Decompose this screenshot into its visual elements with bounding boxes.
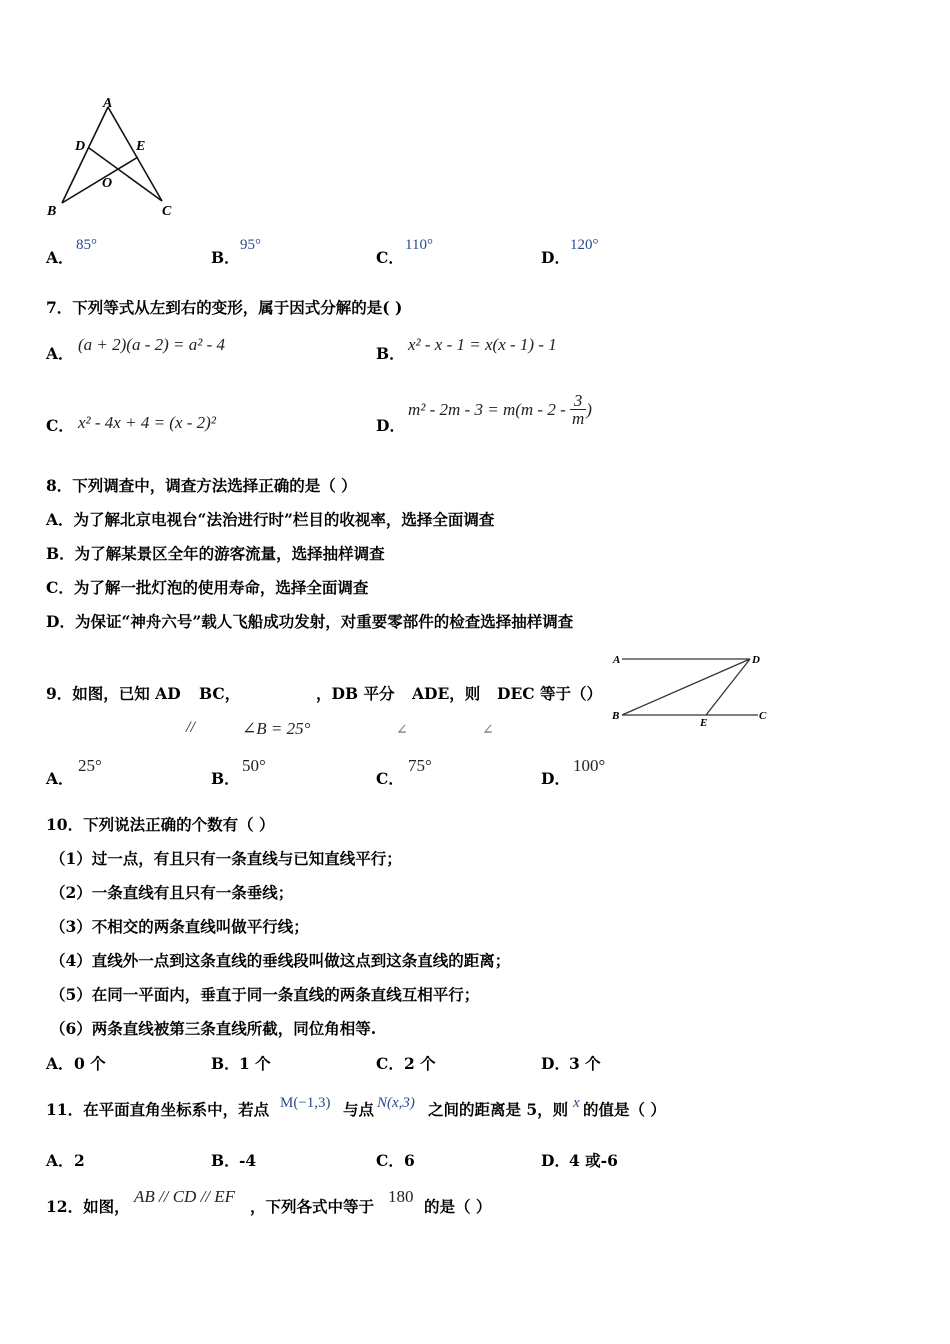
q9-stem-part-b: BC， [199, 684, 241, 703]
q8-stem: 8．下列调查中，调查方法选择正确的是（ ） [46, 476, 357, 495]
q9-option-c-label[interactable]: C． [376, 769, 404, 788]
q10-option-a-label[interactable]: A． [46, 1054, 74, 1073]
q9-stem-part-c: ，DB 平分 [316, 684, 395, 703]
q10-item-6: （6）两条直线被第三条直线所截，同位角相等. [50, 1019, 377, 1038]
q11-option-a-value: 2 [74, 1151, 85, 1170]
label-d: D [752, 654, 760, 666]
q9-option-d-label[interactable]: D． [541, 769, 570, 788]
q10-item-3: （3）不相交的两条直线叫做平行线； [50, 917, 309, 936]
q10-item-5: （5）在同一平面内，垂直于同一条直线的两条直线互相平行； [50, 985, 480, 1004]
q9-option-b-value: 50° [242, 756, 266, 775]
label-c: C [162, 204, 172, 219]
q6-option-c-value: 110° [405, 237, 433, 253]
q9-stem-part-e: DEC 等于（） [497, 684, 602, 703]
label-o: O [102, 176, 113, 191]
q10-option-b-label[interactable]: B． [211, 1054, 240, 1073]
q8-option-d[interactable]: D．为保证“神舟六号”载人飞船成功发射，对重要零部件的检查选择抽样调查 [46, 612, 574, 631]
q9-stem-part-d: ADE，则 [412, 684, 481, 703]
q12-value: 180 [388, 1187, 414, 1206]
q10-option-d-label[interactable]: D． [541, 1054, 570, 1073]
q7-option-d-left: m² - 2m - 3 = m(m - 2 - [408, 400, 570, 419]
q7-option-b-label[interactable]: B． [376, 344, 405, 363]
q10-stem: 10．下列说法正确的个数有（ ） [46, 815, 275, 834]
q11-option-c-value: 6 [404, 1151, 415, 1170]
q7-option-d-right: ) [586, 400, 592, 419]
q11-stem-part-d: 的值是（ ） [583, 1100, 666, 1119]
triangle-figure [40, 95, 190, 225]
q9-option-b-label[interactable]: B． [211, 769, 240, 788]
q6-option-d-value: 120° [570, 237, 599, 253]
q7-option-c-expr: x² - 4x + 4 = (x - 2)² [78, 413, 216, 432]
q11-point-n: N(x,3) [377, 1095, 415, 1111]
q7-option-c-label[interactable]: C． [46, 416, 74, 435]
q7-option-d-fraction [570, 392, 586, 427]
q12-stem-part-a: 12．如图， [46, 1197, 130, 1216]
q10-option-d-value: 3 个 [569, 1054, 601, 1073]
label-b: B [612, 710, 620, 722]
q10-item-1: （1）过一点，有且只有一条直线与已知直线平行； [50, 849, 402, 868]
label-c: C [759, 710, 767, 722]
label-a: A [613, 654, 621, 666]
trapezoid-figure [608, 648, 778, 730]
q7-option-a-label[interactable]: A． [46, 344, 74, 363]
q11-option-b-value: -4 [239, 1151, 257, 1170]
q11-option-d-label[interactable]: D． [541, 1151, 570, 1170]
label-d: D [75, 139, 86, 154]
q7-option-d-expr [408, 392, 592, 427]
q10-option-c-label[interactable]: C． [376, 1054, 404, 1073]
q6-option-c-label[interactable]: C． [376, 248, 404, 267]
q10-option-a-value: 0 个 [74, 1054, 106, 1073]
label-b: B [47, 204, 57, 219]
q8-option-a[interactable]: A．为了解北京电视台“法治进行时”栏目的收视率，选择全面调查 [46, 510, 495, 529]
q9-angle-b: ∠B = 25° [242, 719, 311, 738]
q12-stem-part-c: 的是（ ） [424, 1197, 492, 1216]
q11-option-c-label[interactable]: C． [376, 1151, 404, 1170]
q11-option-b-label[interactable]: B． [211, 1151, 240, 1170]
q10-option-c-value: 2 个 [404, 1054, 436, 1073]
q10-option-b-value: 1 个 [239, 1054, 271, 1073]
q7-option-a-expr: (a + 2)(a - 2) = a² - 4 [78, 335, 226, 354]
q6-option-d-label[interactable]: D． [541, 248, 570, 267]
q11-option-a-label[interactable]: A． [46, 1151, 74, 1170]
q9-option-a-label[interactable]: A． [46, 769, 74, 788]
q9-option-c-value: 75° [408, 756, 432, 775]
q9-parallel-symbol: // [186, 719, 195, 736]
q8-option-c[interactable]: C．为了解一批灯泡的使用寿命，选择全面调查 [46, 578, 369, 597]
label-e: E [700, 717, 708, 729]
label-a: A [103, 96, 113, 111]
q10-item-4: （4）直线外一点到这条直线的垂线段叫做这点到这条直线的距离； [50, 951, 511, 970]
q11-option-d-value: 4 或-6 [569, 1151, 618, 1170]
q11-point-m: M(−1,3) [280, 1095, 331, 1111]
q6-option-b-value: 95° [240, 237, 261, 253]
q11-stem-part-a: 11．在平面直角坐标系中，若点 [46, 1100, 270, 1119]
q11-var-x: x [573, 1095, 580, 1111]
q7-option-d-label[interactable]: D． [376, 416, 405, 435]
q9-option-d-value: 100° [573, 756, 606, 775]
q9-angle-symbol-2: ∠ [482, 723, 494, 738]
label-e: E [136, 139, 146, 154]
q7-option-d-num: 3 [570, 392, 586, 410]
q6-option-b-label[interactable]: B． [211, 248, 240, 267]
q7-option-b-expr: x² - x - 1 = x(x - 1) - 1 [408, 335, 557, 354]
q6-option-a-value: 85° [76, 237, 97, 253]
q9-stem-part-a: 9．如图，已知 AD [46, 684, 181, 703]
q6-option-a-label[interactable]: A． [46, 248, 74, 267]
q7-option-d-den: m [571, 409, 585, 428]
q8-option-b[interactable]: B．为了解某景区全年的游客流量，选择抽样调查 [46, 544, 385, 563]
q9-angle-symbol-1: ∠ [396, 723, 408, 738]
q11-stem-part-c: 之间的距离是 5，则 [428, 1100, 569, 1119]
q9-option-a-value: 25° [78, 756, 102, 775]
q12-expr: AB // CD // EF [134, 1187, 236, 1206]
q11-stem-part-b: 与点 [343, 1100, 375, 1119]
q10-item-2: （2）一条直线有且只有一条垂线； [50, 883, 294, 902]
q7-stem: 7．下列等式从左到右的变形，属于因式分解的是( ) [46, 298, 403, 317]
q12-stem-part-b: ，下列各式中等于 [250, 1197, 375, 1216]
